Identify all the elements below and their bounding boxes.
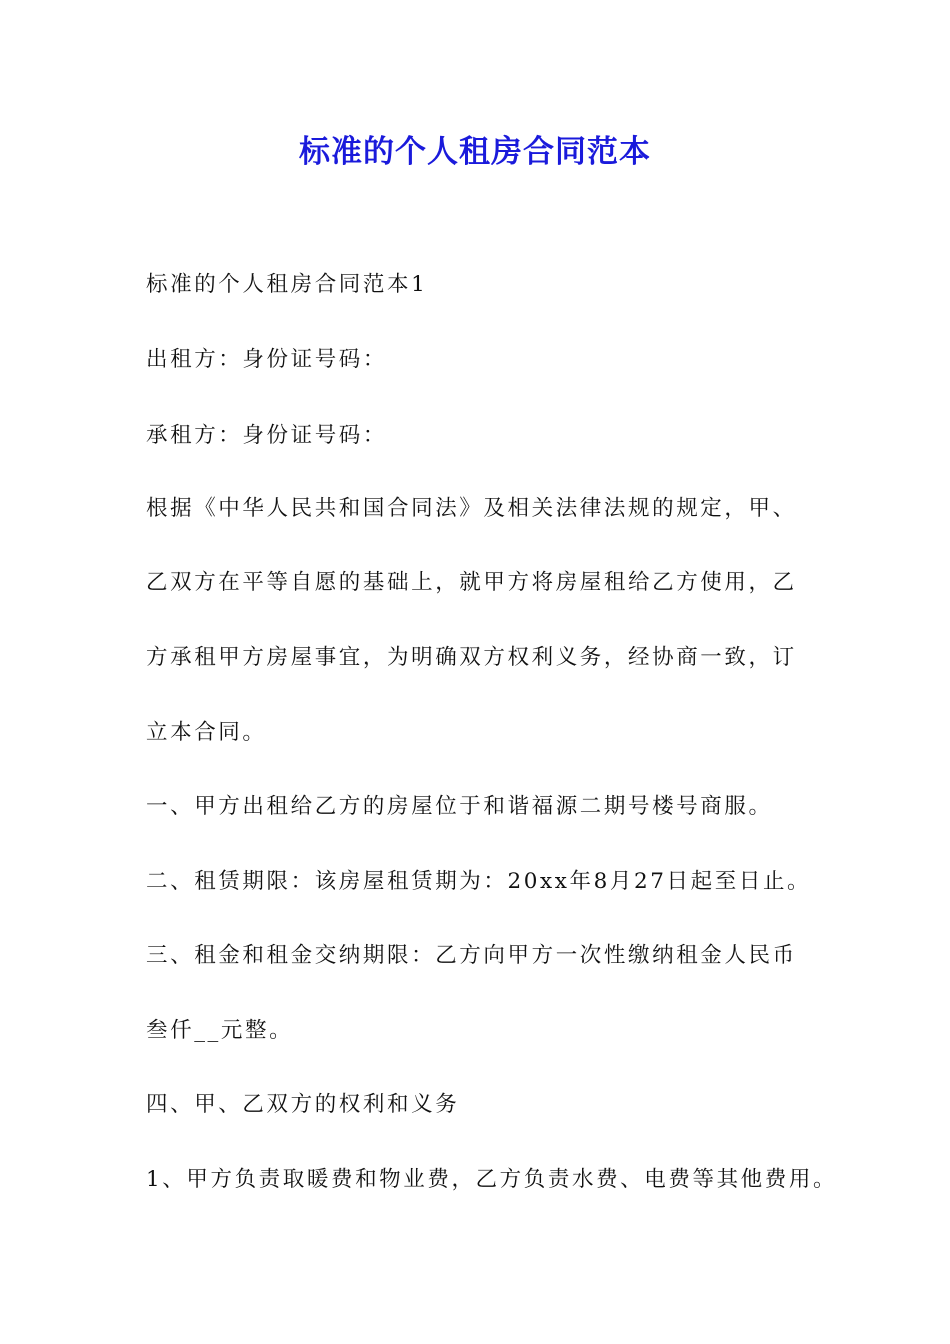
clause-4-heading: 四、甲、乙双方的权利和义务 [146, 1092, 460, 1117]
lessor-line: 出租方：身份证号码： [146, 347, 388, 372]
lessee-line: 承租方：身份证号码： [146, 423, 388, 448]
document-title: 标准的个人租房合同范本 [299, 134, 651, 170]
clause-3-line-1: 三、租金和租金交纳期限：乙方向甲方一次性缴纳租金人民币 [146, 943, 797, 968]
preamble-line-2: 乙双方在平等自愿的基础上，就甲方将房屋租给乙方使用，乙 [146, 570, 797, 595]
preamble-line-4: 立本合同。 [146, 720, 267, 745]
preamble-line-1: 根据《中华人民共和国合同法》及相关法律法规的规定，甲、 [146, 496, 797, 521]
section-heading: 标准的个人租房合同范本1 [146, 272, 428, 297]
clause-3-line-2: 叁仟__元整。 [146, 1018, 294, 1043]
clause-1: 一、甲方出租给乙方的房屋位于和谐福源二期号楼号商服。 [146, 794, 773, 819]
clause-4-item-1: 1、甲方负责取暖费和物业费，乙方负责水费、电费等其他费用。 [146, 1167, 838, 1192]
preamble-line-3: 方承租甲方房屋事宜，为明确双方权利义务，经协商一致，订 [146, 645, 797, 670]
clause-2: 二、租赁期限：该房屋租赁期为：20xx年8月27日起至日止。 [146, 869, 812, 894]
